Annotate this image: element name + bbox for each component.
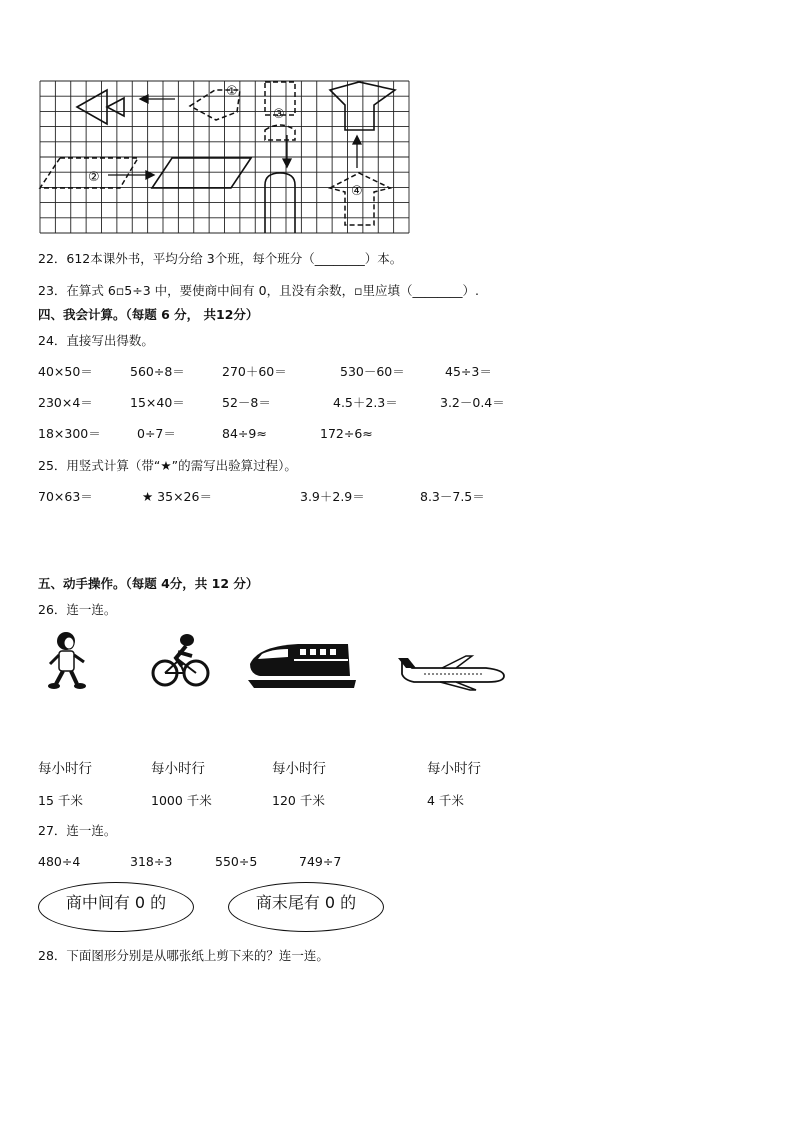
question-28: 28．下面图形分别是从哪张纸上剪下来的？连一连。	[38, 948, 329, 963]
division-item: 550÷5	[215, 854, 258, 869]
calc-item: 4.5＋2.3＝	[333, 395, 398, 410]
calc-item: 0÷7＝	[137, 426, 176, 441]
grid-label-1: ①	[226, 84, 238, 99]
question-26: 26．连一连。	[38, 602, 117, 617]
vertical-calc-item: ★ 35×26＝	[142, 489, 212, 504]
speed-value: 120 千米	[272, 793, 325, 808]
dashed-arrow-4	[330, 173, 390, 225]
grid-figure	[0, 0, 794, 240]
question-25: 25．用竖式计算（带“★”的需写出验算过程）。	[38, 458, 297, 473]
solid-arrow-left	[77, 90, 107, 124]
speed-label: 每小时行	[38, 761, 92, 777]
division-item: 318÷3	[130, 854, 173, 869]
speed-label: 每小时行	[427, 761, 481, 777]
speed-label: 每小时行	[272, 761, 326, 777]
calc-item: 84÷9≈	[222, 426, 267, 441]
division-item: 480÷4	[38, 854, 81, 869]
vertical-calc-item: 8.3－7.5＝	[420, 489, 485, 504]
airplane-picture	[396, 652, 508, 692]
calc-item: 15×40＝	[130, 395, 185, 410]
oval-label: 商中间有 0 的	[65, 893, 167, 912]
calc-item: 52－8＝	[222, 395, 271, 410]
grid-label-4: ④	[351, 184, 363, 199]
calc-item: 560÷8＝	[130, 364, 185, 379]
section-5-heading: 五、动手操作。（每题 4分，共 12 分）	[38, 576, 259, 591]
speed-value: 1000 千米	[151, 793, 212, 808]
girl-walking-picture	[44, 628, 94, 690]
speed-label: 每小时行	[151, 761, 205, 777]
question-22: 22．612本课外书，平均分给 3个班，每个班分（________）本。	[38, 251, 403, 266]
speed-value: 15 千米	[38, 793, 83, 808]
calc-item: 45÷3＝	[445, 364, 492, 379]
section-4-heading: 四、我会计算。（每题 6 分， 共12分）	[38, 307, 259, 322]
vertical-calc-item: 3.9＋2.9＝	[300, 489, 365, 504]
solid-small-triangle	[107, 98, 124, 116]
question-24: 24．直接写出得数。	[38, 333, 154, 348]
oval-label: 商末尾有 0 的	[255, 893, 357, 912]
high-speed-train-picture	[248, 640, 360, 690]
calc-item: 530－60＝	[340, 364, 405, 379]
solid-parallelogram	[152, 158, 251, 188]
calc-item: 230×4＝	[38, 395, 93, 410]
grid-label-2: ②	[88, 170, 100, 185]
division-item: 749÷7	[299, 854, 342, 869]
vertical-calc-item: 70×63＝	[38, 489, 93, 504]
oval-quotient-middle-zero[interactable]	[38, 882, 194, 932]
calc-item: 270＋60＝	[222, 364, 287, 379]
cyclist-picture	[150, 630, 212, 690]
question-27: 27．连一连。	[38, 823, 117, 838]
calc-item: 172÷6≈	[320, 426, 373, 441]
calc-item: 3.2－0.4＝	[440, 395, 505, 410]
speed-value: 4 千米	[427, 793, 464, 808]
calc-item: 40×50＝	[38, 364, 93, 379]
calc-item: 18×300＝	[38, 426, 101, 441]
question-23: 23．在算式 6▫5÷3 中，要使商中间有 0，且没有余数，▫里应填（________）.	[38, 283, 480, 298]
oval-quotient-end-zero[interactable]	[228, 882, 384, 932]
grid-label-3: ③	[273, 107, 285, 122]
